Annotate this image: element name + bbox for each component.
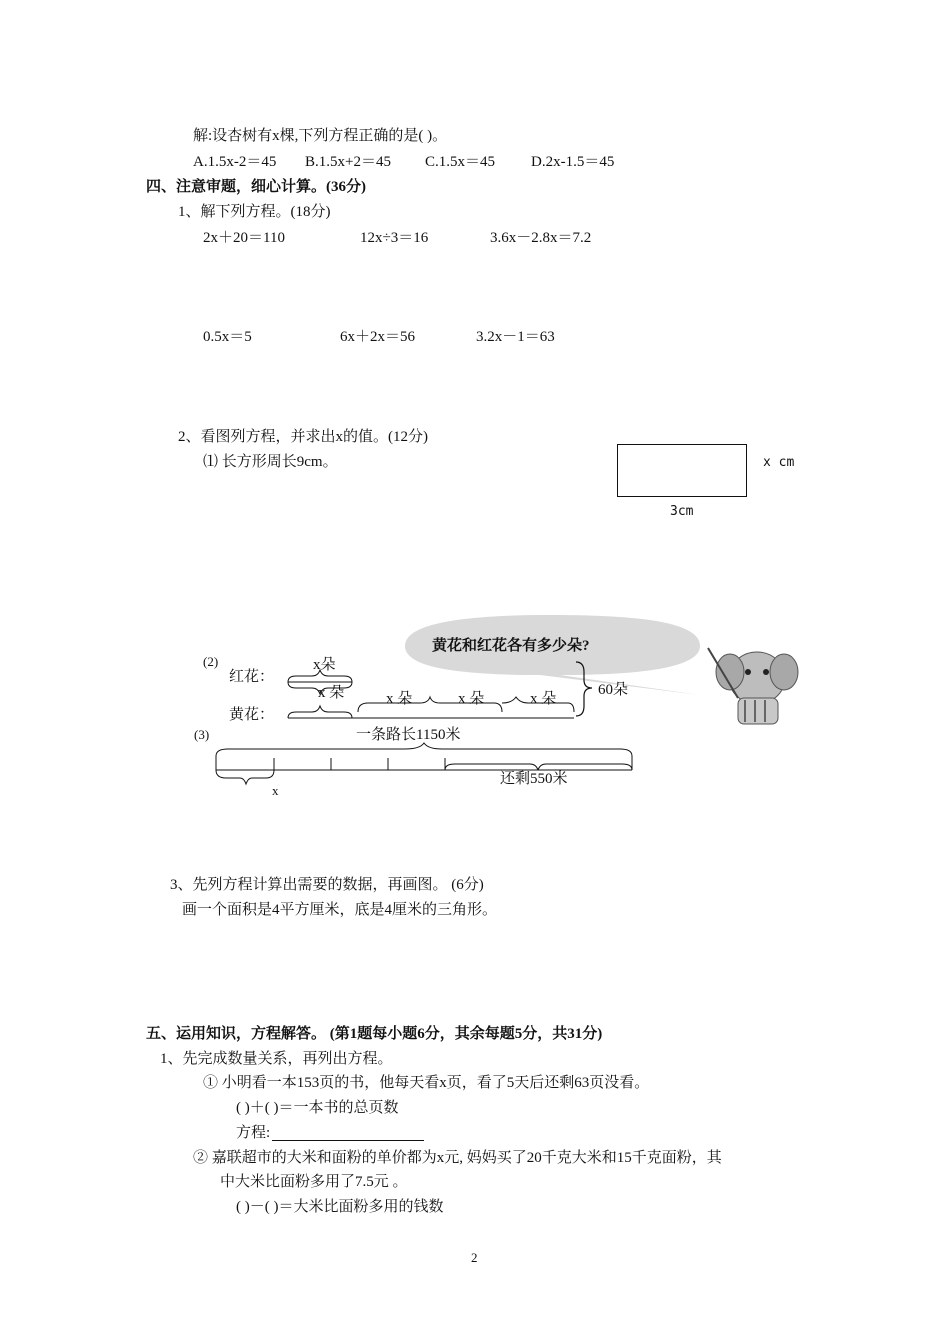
section5-q1-title: 1、先完成数量关系，再列出方程。 [160,1051,393,1067]
item1-relation[interactable]: ( )＋( )＝一本书的总页数 [236,1100,399,1116]
item1-equation-label: 方程: [236,1125,271,1141]
solve-statement: 解:设杏树有x棵,下列方程正确的是( )。 [193,128,448,144]
red-flower-label: 红花： [229,669,275,685]
equation-answer-line[interactable] [272,1140,424,1141]
road-total-label: 一条路长1150米 [356,727,461,743]
rect-bottom-label: 3cm [670,504,694,519]
page-number: 2 [471,1250,478,1265]
rect-side-label: x cm [763,455,795,470]
item1-text: ① 小明看一本153页的书，他每天看x页，看了5天后还剩63页没看。 [203,1075,650,1091]
yellow-segment-1-label: x 朵 [386,691,413,707]
section5-title: 五、运用知识，方程解答。 (第1题每小题6分，其余每题5分，共31分) [146,1026,603,1042]
part2-marker: (2) [203,654,219,669]
item2-relation[interactable]: ( )－( )＝大米比面粉多用的钱数 [236,1199,444,1215]
yellow-flower-label: 黄花： [229,707,275,723]
road-remaining-label: 还剩550米 [500,771,568,787]
q2-part1-text: ⑴ 长方形周长9cm。 [203,454,338,470]
q3-text: 画一个面积是4平方厘米，底是4厘米的三角形。 [182,902,498,918]
equation-5: 6x＋2x＝56 [340,329,416,345]
equation-4: 0.5x＝5 [203,329,252,345]
equation-2: 12x÷3＝16 [360,230,429,246]
red-bottom-brace-label: x 朵 [318,685,345,701]
option-a[interactable]: A.1.5x-2＝45 [193,154,277,170]
part3-marker: (3) [194,727,210,742]
option-c[interactable]: C.1.5x＝45 [425,154,496,170]
equation-1: 2x＋20＝110 [203,230,285,246]
speech-bubble-text: 黄花和红花各有多少朵? [432,638,590,654]
red-top-brace-label: x朵 [313,657,336,673]
option-d[interactable]: D.2x-1.5＝45 [531,154,615,170]
option-b[interactable]: B.1.5x+2＝45 [305,154,391,170]
yellow-segment-3-label: x 朵 [530,691,557,707]
road-diagram [216,743,632,784]
equation-3: 3.6x－2.8x＝7.2 [490,230,592,246]
equation-6: 3.2x－1＝63 [476,329,555,345]
elephant-icon [708,648,798,724]
q2-title: 2、看图列方程，并求出x的值。(12分) [178,429,428,445]
section4-title: 四、注意审题，细心计算。(36分) [146,179,366,195]
yellow-segment-2-label: x 朵 [458,691,485,707]
road-segment-label: x [272,783,279,798]
total-flowers-label: 60朵 [598,682,629,698]
q3-title: 3、先列方程计算出需要的数据，再画图。 (6分) [170,877,484,893]
item2-text-line2: 中大米比面粉多用了7.5元 。 [220,1174,408,1190]
speech-bubble [405,615,700,695]
item2-text-line1: ② 嘉联超市的大米和面粉的单价都为x元, 妈妈买了20千克大米和15千克面粉，其 [193,1150,722,1166]
q1-title: 1、解下列方程。(18分) [178,204,331,220]
yellow-first-brace [288,706,352,718]
